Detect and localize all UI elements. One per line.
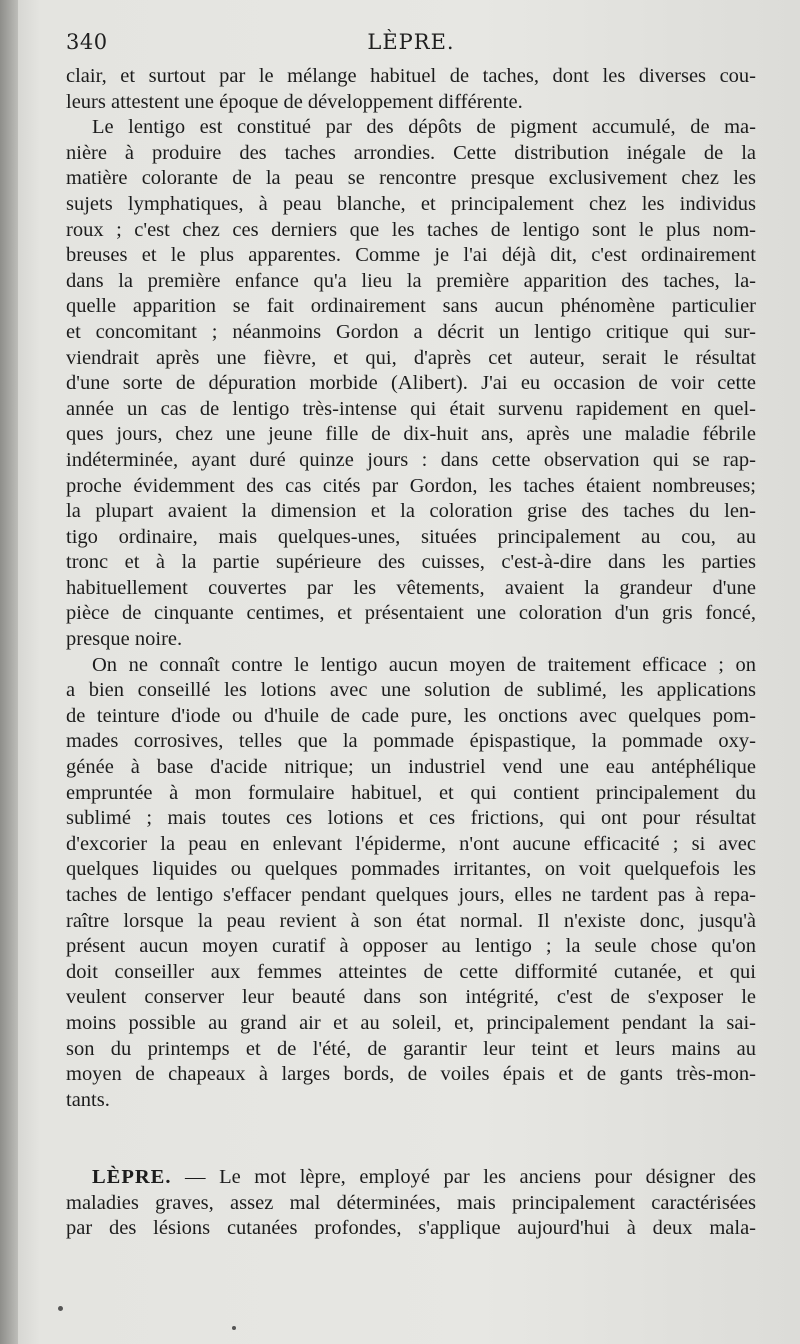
entry-lepre bbox=[66, 1165, 756, 1242]
text-line: tants. bbox=[66, 1088, 110, 1111]
text-line: présent aucun moyen curatif à opposer au lentigo ; la seule chose qu'on bbox=[66, 935, 756, 958]
body-text bbox=[66, 64, 756, 1242]
text-line: breuses et le plus apparentes. Comme je l'ai déjà dit, c'est ordinairement bbox=[66, 244, 756, 267]
text-line: maladies graves, assez mal déterminées, mais principalement caractérisées bbox=[66, 1191, 756, 1214]
text-line: viendrait après une fièvre, et qui, d'après cet auteur, serait le résultat bbox=[66, 346, 756, 369]
page-gutter bbox=[0, 0, 18, 1344]
text-line: clair, et surtout par le mélange habituel de taches, dont les diverses cou- bbox=[66, 65, 756, 87]
text-line: par des lésions cutanées profondes, s'applique aujourd'hui à deux mala- bbox=[66, 1217, 756, 1240]
text-line: presque noire. bbox=[66, 628, 183, 651]
paragraph-1 bbox=[66, 64, 756, 115]
text-line: d'excorier la peau en enlevant l'épiderme, n'ont aucune efficacité ; si avec bbox=[66, 832, 756, 855]
paper-speck bbox=[232, 1326, 236, 1330]
text-line: pièce de cinquante centimes, et présentaient une coloration d'un gris foncé, bbox=[66, 602, 756, 625]
text-line: quelques liquides ou quelques pommades irritantes, on voit quelquefois les bbox=[66, 858, 756, 881]
text-line: habituellement couvertes par les vêtements, avaient la grandeur d'une bbox=[66, 576, 756, 599]
text-line: son du printemps et de l'été, de garantir leur teint et leurs mains au bbox=[66, 1037, 756, 1060]
text-line: roux ; c'est chez ces derniers que les taches de lentigo sont le plus nom- bbox=[66, 218, 756, 241]
text-line: nière à produire des taches arrondies. Cette distribution inégale de la bbox=[66, 141, 756, 164]
text-line: empruntée à mon formulaire habituel, et qui contient principalement du bbox=[66, 781, 756, 804]
text-line: taches de lentigo s'effacer pendant quelques jours, elles ne tardent pas à repa- bbox=[66, 884, 756, 906]
text-line: année un cas de lentigo très-intense qui était survenu rapidement en quel- bbox=[66, 397, 756, 420]
author-signature bbox=[66, 1117, 756, 1143]
text-line: On ne connaît contre le lentigo aucun moyen de traitement efficace ; on bbox=[92, 653, 756, 676]
text-line: dans la première enfance qu'a lieu la première apparition des taches, la- bbox=[66, 269, 756, 292]
text-line: quelle apparition se fait ordinairement sans aucun phénomène particulier bbox=[66, 295, 756, 318]
text-line: la plupart avaient la dimension et la coloration grise des taches du len- bbox=[66, 500, 756, 523]
text-line: moyen de chapeaux à larges bords, de voiles épais et de gants très-mon- bbox=[66, 1063, 756, 1086]
text-line: tigo ordinaire, mais quelques-unes, situées principalement au cou, au bbox=[66, 525, 756, 548]
entry-line-text: Le mot lèpre, employé par les anciens pour désigner des bbox=[219, 1165, 756, 1188]
paper-speck bbox=[58, 1306, 63, 1311]
entry-first-line bbox=[66, 1165, 756, 1191]
text-line: d'une sorte de dépuration morbide (Alibert). J'ai eu occasion de voir cette bbox=[66, 372, 756, 395]
text-line: tronc et à la partie supérieure des cuisses, c'est-à-dire dans les parties bbox=[66, 551, 756, 574]
text-line: mades corrosives, telles que la pommade épispastique, la pommade oxy- bbox=[66, 730, 756, 753]
text-line: raître lorsque la peau revient à son état normal. Il n'existe donc, jusqu'à bbox=[66, 909, 756, 932]
page-number: 340 bbox=[66, 30, 108, 54]
text-line: a bien conseillé les lotions avec une solution de sublimé, les applications bbox=[66, 679, 756, 702]
text-line: moins possible au grand air et au soleil, et, principalement pendant la sai- bbox=[66, 1011, 756, 1034]
entry-headword: LÈPRE. bbox=[92, 1165, 172, 1188]
text-line: matière colorante de la peau se rencontre presque exclusivement chez les bbox=[66, 167, 756, 190]
text-line: proche évidemment des cas cités par Gordon, les taches étaient nombreuses; bbox=[66, 474, 756, 497]
entry-dash: — bbox=[171, 1165, 220, 1188]
page-header bbox=[66, 28, 756, 62]
text-line: de teinture d'iode ou d'huile de cade pure, les onctions avec quelques pom- bbox=[66, 704, 756, 727]
text-line: doit conseiller aux femmes atteintes de cette difformité cutanée, et qui bbox=[66, 960, 756, 983]
paragraph-3 bbox=[66, 653, 756, 1114]
text-line: Le lentigo est constitué par des dépôts de pigment accumulé, de ma- bbox=[92, 116, 756, 139]
text-line: sujets lymphatiques, à peau blanche, et principalement chez les individus bbox=[66, 192, 756, 215]
text-line: génée à base d'acide nitrique; un industriel vend une eau antéphélique bbox=[66, 756, 756, 779]
text-line: ques jours, chez une jeune fille de dix-huit ans, après une maladie fébrile bbox=[66, 423, 756, 446]
paragraph-2 bbox=[66, 115, 756, 652]
text-line: sublimé ; mais toutes ces lotions et ces frictions, qui ont pour résultat bbox=[66, 807, 756, 830]
text-line: leurs attestent une époque de développement différente. bbox=[66, 90, 523, 113]
text-line: veulent conserver leur beauté dans son intégrité, c'est de s'exposer le bbox=[66, 986, 756, 1009]
text-line: indéterminée, ayant duré quinze jours : dans cette observation qui se rap- bbox=[66, 448, 756, 471]
text-line: et concomitant ; néanmoins Gordon a décrit un lentigo critique qui sur- bbox=[66, 320, 756, 343]
running-title: LÈPRE. bbox=[367, 30, 455, 54]
